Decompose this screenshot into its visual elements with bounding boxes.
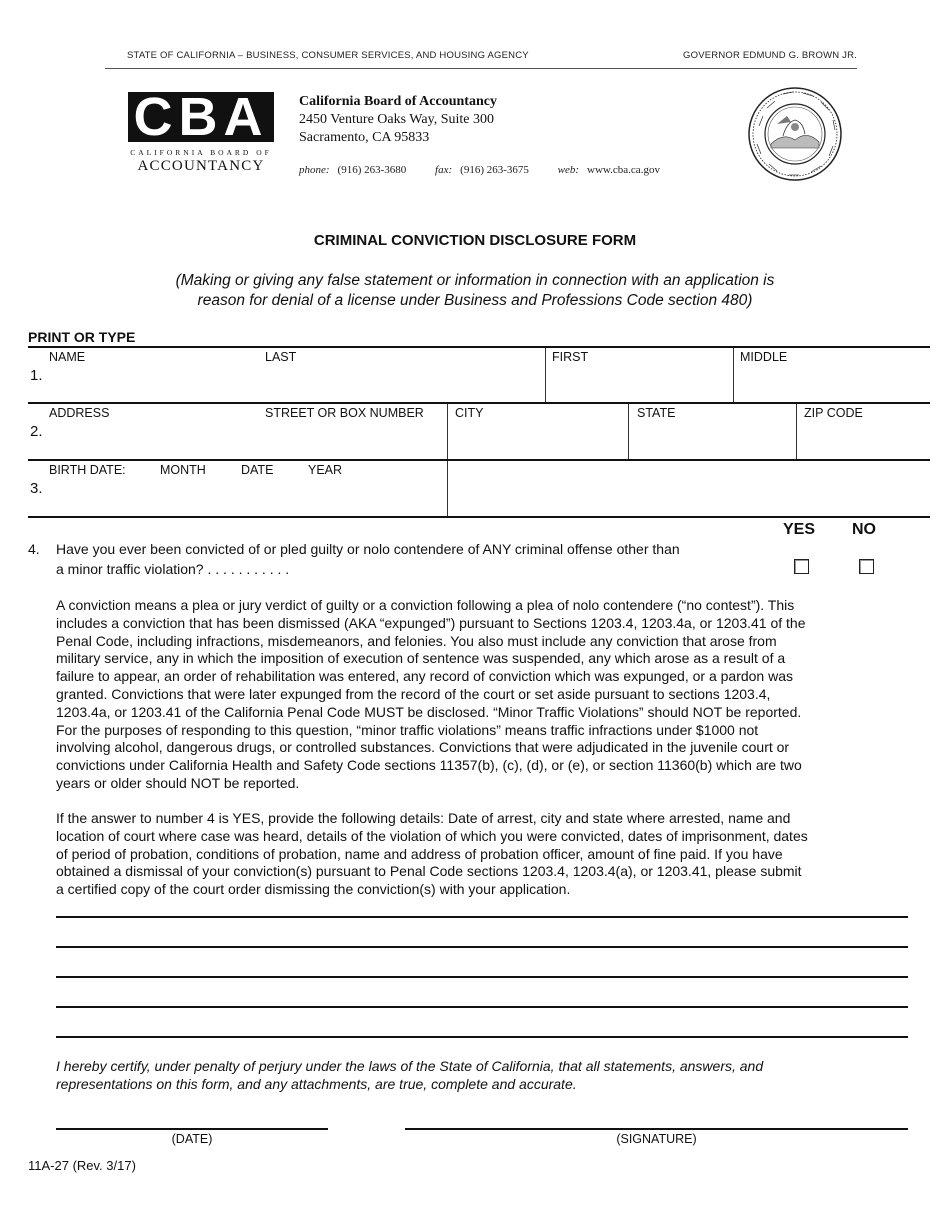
paragraph-line: A conviction means a plea or jury verdict of guilty or a conviction following a plea of nolo contendere (“no contest”). This bbox=[56, 597, 795, 613]
question-4-text bbox=[56, 539, 776, 579]
paragraph-line: If the answer to number 4 is YES, provide the following details: Date of arrest, city and state where arrested, name and bbox=[56, 810, 791, 826]
grid-divider bbox=[796, 404, 797, 459]
birth-date-field[interactable]: DATE bbox=[241, 463, 274, 477]
conviction-definition-paragraph bbox=[56, 597, 892, 793]
paragraph-line: 1203.4a, or 1203.41 of the California Penal Code MUST be disclosed. “Minor Traffic Violations” should NOT be reported. bbox=[56, 703, 802, 720]
organization-info bbox=[299, 94, 497, 146]
answer-line-1[interactable] bbox=[56, 916, 908, 918]
subtitle-line-2: reason for denial of a license under Business and Professions Code section 480) bbox=[197, 292, 753, 309]
birth-year-field[interactable]: YEAR bbox=[308, 463, 343, 477]
row-number-1: 1. bbox=[30, 367, 43, 384]
first-name-field[interactable]: FIRST bbox=[552, 350, 589, 364]
paragraph-line: years or older should NOT be reported. bbox=[56, 774, 300, 791]
answer-line-2[interactable] bbox=[56, 946, 908, 948]
date-label: (DATE) bbox=[171, 1132, 213, 1146]
organization-name: California Board of Accountancy bbox=[299, 94, 497, 109]
agency-header bbox=[105, 48, 857, 69]
state-seal-icon bbox=[747, 86, 843, 182]
grid-line-row-1 bbox=[28, 402, 930, 404]
grid-divider bbox=[733, 348, 734, 402]
fax-label: fax: bbox=[435, 164, 453, 176]
form-title: CRIMINAL CONVICTION DISCLOSURE FORM bbox=[313, 232, 637, 249]
grid-divider bbox=[628, 404, 629, 459]
paragraph-line: of period of probation, conditions of probation, name and address of probation officer, amount of fine paid. If you have bbox=[56, 845, 783, 862]
last-name-field[interactable]: LAST bbox=[265, 350, 297, 364]
signature-label: (SIGNATURE) bbox=[616, 1132, 697, 1146]
grid-line-row-2 bbox=[28, 459, 930, 461]
web-label: web: bbox=[557, 164, 580, 176]
governor-name: GOVERNOR EDMUND G. BROWN JR. bbox=[683, 50, 857, 61]
certification-line-2: representations on this form, and any attachments, are true, complete and accurate. bbox=[56, 1076, 577, 1092]
city-field[interactable]: CITY bbox=[455, 406, 484, 420]
form-subtitle bbox=[0, 271, 950, 311]
zip-code-field[interactable]: ZIP CODE bbox=[804, 406, 863, 420]
question-4-number: 4. bbox=[28, 541, 40, 557]
cba-logo-accountancy: ACCOUNTANCY bbox=[137, 158, 265, 174]
phone-label: phone: bbox=[299, 164, 330, 176]
yes-header: YES bbox=[783, 521, 816, 538]
subtitle-line-1: (Making or giving any false statement or information in connection with an application is bbox=[175, 272, 775, 289]
fax-number: (916) 263-3675 bbox=[460, 164, 529, 176]
certification-statement bbox=[56, 1057, 886, 1093]
answer-line-5[interactable] bbox=[56, 1036, 908, 1038]
paragraph-line: a certified copy of the court order dismissing the conviction(s) with your application. bbox=[56, 881, 571, 898]
paragraph-line: obtained a dismissal of your conviction(s) pursuant to Penal Code sections 1203.4, 1203.4(a), or 1203.41, please submit bbox=[56, 863, 802, 880]
agency-name: STATE OF CALIFORNIA – BUSINESS, CONSUMER SERVICES, AND HOUSING AGENCY bbox=[127, 50, 529, 61]
details-instructions-paragraph bbox=[56, 810, 892, 899]
paragraph-line: military service, any in which the imposition of execution of sentence was suspended, any which arose as a result of a bbox=[56, 650, 786, 667]
web-address: www.cba.ca.gov bbox=[587, 164, 660, 176]
row-number-2: 2. bbox=[30, 423, 43, 440]
answer-line-4[interactable] bbox=[56, 1006, 908, 1008]
question-4-line-2: a minor traffic violation? . . . . . . . . . . . bbox=[56, 561, 290, 577]
phone-number: (916) 263-3680 bbox=[337, 164, 407, 176]
signature-line[interactable] bbox=[405, 1128, 908, 1130]
date-line[interactable] bbox=[56, 1128, 328, 1130]
paragraph-line: Penal Code, including infractions, misdemeanors, and felonies. You also must include any conviction that arose from bbox=[56, 632, 777, 649]
paragraph-line: For the purposes of responding to this question, “minor traffic violations” means traffic infractions under $1000 not bbox=[56, 721, 759, 738]
grid-line-row-3 bbox=[28, 516, 930, 518]
question-4-line-1: Have you ever been convicted of or pled guilty or nolo contendere of ANY criminal offense other than bbox=[56, 541, 680, 557]
grid-line-top bbox=[28, 346, 930, 348]
contact-line bbox=[299, 164, 660, 176]
form-revision: 11A-27 (Rev. 3/17) bbox=[28, 1158, 136, 1173]
no-checkbox[interactable] bbox=[859, 559, 874, 574]
grid-divider bbox=[447, 461, 448, 516]
print-or-type-label: PRINT OR TYPE bbox=[28, 329, 136, 345]
state-field[interactable]: STATE bbox=[637, 406, 676, 420]
paragraph-line: convictions under California Health and Safety Code sections 11357(b), (c), (d), or (e), or section 11360(b) which are two bbox=[56, 757, 802, 774]
cba-logo bbox=[128, 87, 274, 178]
street-field[interactable]: STREET OR BOX NUMBER bbox=[265, 406, 424, 420]
paragraph-line: location of court where case was heard, details of the violation of which you were convicted, dates of imprisonment, dates bbox=[56, 827, 808, 844]
birth-date-label: BIRTH DATE: bbox=[49, 463, 126, 477]
paragraph-line: includes a conviction that has been dismissed (AKA “expunged”) pursuant to Sections 1203.4, 1203.4a, or 1203.41 of the bbox=[56, 614, 806, 631]
paragraph-line: failure to appear, an order of rehabilitation was entered, any record of conviction which was expunged, or a pardon was bbox=[56, 668, 793, 685]
cba-logo-subtitle: CALIFORNIA BOARD OF bbox=[130, 148, 272, 157]
yes-checkbox[interactable] bbox=[794, 559, 809, 574]
middle-name-field[interactable]: MIDDLE bbox=[740, 350, 788, 364]
birth-month-field[interactable]: MONTH bbox=[160, 463, 206, 477]
row-number-3: 3. bbox=[30, 480, 43, 497]
answer-line-3[interactable] bbox=[56, 976, 908, 978]
cba-logo-letters: CBA bbox=[128, 92, 274, 142]
name-label: NAME bbox=[49, 350, 86, 364]
organization-address-1: 2450 Venture Oaks Way, Suite 300 bbox=[299, 112, 494, 127]
address-label: ADDRESS bbox=[49, 406, 110, 420]
paragraph-line: involving alcohol, dangerous drugs, or controlled substances. Convictions that were adjudicated in the juvenile court or bbox=[56, 739, 790, 756]
certification-line-1: I hereby certify, under penalty of perjury under the laws of the State of California, that all statements, answers, and bbox=[56, 1058, 764, 1074]
paragraph-line: granted. Convictions that were later expunged from the record of the court or set aside pursuant to sections 1203.4, bbox=[56, 685, 771, 702]
organization-address-2: Sacramento, CA 95833 bbox=[299, 130, 430, 145]
no-header: NO bbox=[852, 521, 876, 538]
grid-divider bbox=[447, 404, 448, 459]
grid-divider bbox=[545, 348, 546, 402]
